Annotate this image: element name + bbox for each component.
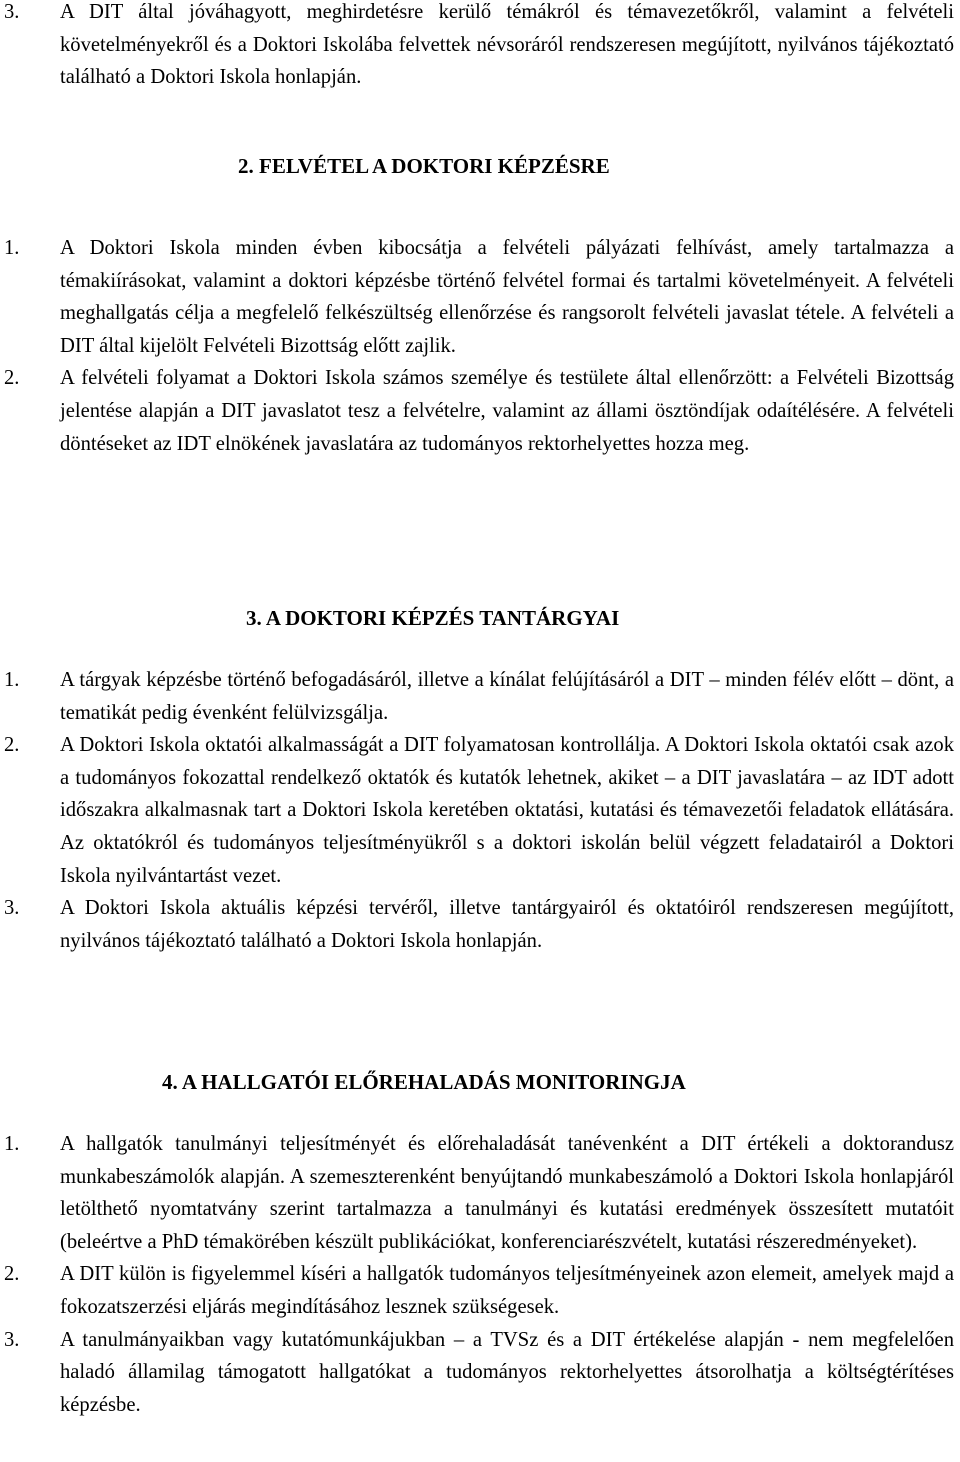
item-text: A felvételi folyamat a Doktori Iskola számos személye és testülete által ellenőrzött: a Felvételi Bizottság jelentése alapján a DIT javaslatot tesz a felvételre, valamint az állami ösztöndíjak odaítélésére. A felvételi döntéseket az IDT elnökének javaslatára az tudományos rektorhelyettes hozza meg. <box>60 367 954 455</box>
list-item <box>0 0 960 94</box>
item-number: 3. <box>4 1 20 23</box>
admission-list <box>0 232 960 460</box>
courses-list <box>0 664 960 957</box>
item-number: 1. <box>4 237 20 259</box>
top-list <box>0 0 960 94</box>
list-item <box>0 892 960 957</box>
list-item <box>0 1258 960 1323</box>
list-item <box>0 1324 960 1422</box>
list-item <box>0 729 960 892</box>
item-text: A DIT által jóváhagyott, meghirdetésre kerülő témákról és témavezetőkről, valamint a felvételi követelményekről és a Doktori Iskolába felvettek névsoráról rendszeresen megújított, nyilvános tájékoztató található a Doktori Iskola honlapján. <box>60 1 954 89</box>
section-heading-monitoring: 4. A HALLGATÓI ELŐREHALADÁS MONITORINGJA <box>162 1070 686 1094</box>
list-item <box>0 232 960 362</box>
item-text: A tárgyak képzésbe történő befogadásáról, illetve a kínálat felújításáról a DIT – minden félév előtt – dönt, a tematikát pedig évenként felülvizsgálja. <box>60 669 954 724</box>
item-text: A Doktori Iskola aktuális képzési tervéről, illetve tantárgyairól és oktatóiról rendszeresen megújított, nyilvános tájékoztató található a Doktori Iskola honlapján. <box>60 897 954 952</box>
section-heading-courses: 3. A DOKTORI KÉPZÉS TANTÁRGYAI <box>246 606 620 630</box>
monitoring-list <box>0 1128 960 1421</box>
item-text: A DIT külön is figyelemmel kíséri a hallgatók tudományos teljesítményeinek azon elemeit, amelyek majd a fokozatszerzési eljárás megindításához lesznek szükségesek. <box>60 1263 954 1318</box>
item-number: 1. <box>4 1133 20 1155</box>
list-item <box>0 362 960 460</box>
item-number: 2. <box>4 367 20 390</box>
item-number: 3. <box>4 897 20 920</box>
list-item <box>0 664 960 729</box>
item-text: A tanulmányaikban vagy kutatómunkájukban – a TVSz és a DIT értékelése alapján - nem megfelelően haladó államilag támogatott hallgatókat a tudományos rektorhelyettes átsorolhatja a költségtérítéses képzésbe. <box>60 1328 954 1416</box>
item-number: 3. <box>4 1328 20 1351</box>
item-text: A hallgatók tanulmányi teljesítményét és előrehaladását tanévenként a DIT értékeli a doktorandusz munkabeszámolók alapján. A szemeszterenként benyújtandó munkabeszámoló a Doktori Iskola honlapjáról letölthető nyomtatvány szerint tartalmazza a tanulmányi és kutatási eredmények összesített mutatóit (beleértve a PhD témakörében készült publikációkat, konferenciarészvételt, kutatási részeredményeket). <box>60 1133 954 1253</box>
list-item <box>0 1128 960 1258</box>
item-number: 1. <box>4 669 20 691</box>
item-text: A Doktori Iskola minden évben kibocsátja a felvételi pályázati felhívást, amely tartalmazza a témakiírásokat, valamint a doktori képzésbe történő felvétel formai és tartalmi követelményeit. A felvételi meghallgatás célja a megfelelő felkészültség ellenőrzése és rangsorolt felvételi javaslat tétele. A felvételi a DIT által kijelölt Felvételi Bizottság előtt zajlik. <box>60 237 954 357</box>
section-heading-admission: 2. FELVÉTEL A DOKTORI KÉPZÉSRE <box>238 154 610 178</box>
item-number: 2. <box>4 734 20 757</box>
item-text: A Doktori Iskola oktatói alkalmasságát a DIT folyamatosan kontrollálja. A Doktori Iskola oktatói csak azok a tudományos fokozattal rendelkező oktatók és kutatók lehetnek, akiket – a DIT javaslatára – az IDT adott időszakra alkalmasnak tart a Doktori Iskola keretében oktatási, kutatási és témavezetői feladatok ellátására. Az oktatókról és tudományos teljesítményükről s a doktori iskolán belül végzett feladatairól a Doktori Iskola nyilvántartást vezet. <box>60 734 954 887</box>
item-number: 2. <box>4 1263 20 1286</box>
